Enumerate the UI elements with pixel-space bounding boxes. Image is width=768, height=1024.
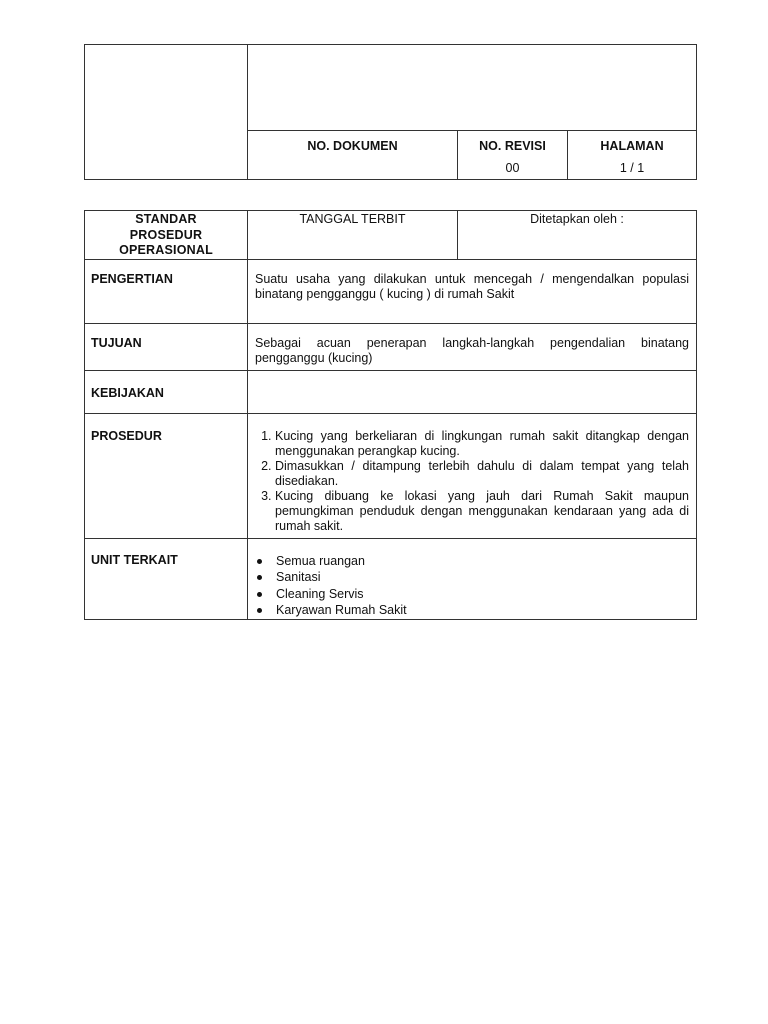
page-cell — [568, 131, 697, 180]
bullet-icon — [257, 575, 262, 580]
prosedur-steps-list — [255, 429, 689, 534]
page-label: HALAMAN — [600, 139, 664, 153]
document-title-area — [248, 45, 697, 131]
bullet-icon — [257, 608, 262, 613]
unit-terkait-content — [248, 538, 697, 619]
unit-terkait-item — [276, 553, 689, 570]
row-pengertian — [85, 259, 697, 323]
prosedur-content — [248, 413, 697, 538]
issue-date-cell — [248, 211, 458, 260]
unit-terkait-item — [276, 569, 689, 586]
sop-title-line1: STANDAR — [135, 212, 197, 226]
doc-number-label: NO. DOKUMEN — [307, 139, 398, 153]
unit-terkait-label: UNIT TERKAIT — [85, 538, 248, 619]
doc-number-value — [248, 154, 457, 164]
revision-value: 00 — [505, 161, 520, 175]
page-value: 1 / 1 — [619, 161, 645, 175]
pengertian-text: Suatu usaha yang dilakukan untuk mencegah / mengendalkan populasi binatang pengganggu ( kucing ) di rumah Sakit — [248, 259, 697, 323]
sop-title-line2: PROSEDUR — [129, 227, 203, 242]
kebijakan-text — [248, 370, 697, 413]
unit-terkait-item-text: Karyawan Rumah Sakit — [276, 603, 407, 617]
bullet-icon — [257, 559, 262, 564]
row-kebijakan — [85, 370, 697, 413]
row-tujuan — [85, 323, 697, 370]
doc-number-cell — [248, 131, 458, 180]
logo-area — [85, 45, 248, 180]
revision-label: NO. REVISI — [479, 139, 546, 153]
pengertian-label: PENGERTIAN — [85, 259, 248, 323]
tujuan-text: Sebagai acuan penerapan langkah-langkah pengendalian binatang pengganggu (kucing) — [248, 323, 697, 370]
approved-by-label: Ditetapkan oleh : — [530, 212, 624, 226]
unit-terkait-item-text: Sanitasi — [276, 570, 321, 584]
prosedur-step: 2. Dimasukkan / ditampung terlebih dahulu di dalam tempat yang telah disediakan. — [275, 459, 689, 489]
row-unit-terkait — [85, 538, 697, 619]
revision-cell — [458, 131, 568, 180]
approved-by-cell — [458, 211, 697, 260]
unit-terkait-item — [276, 586, 689, 603]
issue-date-label: TANGGAL TERBIT — [299, 212, 406, 226]
unit-terkait-item-text: Semua ruangan — [276, 553, 365, 568]
prosedur-label: PROSEDUR — [85, 413, 248, 538]
tujuan-label: TUJUAN — [85, 323, 248, 370]
document-header-table — [84, 44, 697, 180]
unit-terkait-item — [276, 602, 689, 619]
sop-title-line3: OPERASIONAL — [119, 243, 213, 257]
row-prosedur — [85, 413, 697, 538]
prosedur-step: 1. Kucing yang berkeliaran di lingkungan rumah sakit ditangkap dengan menggunakan perangkap kucing. — [275, 429, 689, 459]
kebijakan-label: KEBIJAKAN — [85, 370, 248, 413]
unit-terkait-item-text: Cleaning Servis — [276, 586, 364, 601]
sop-title-cell — [85, 211, 248, 260]
prosedur-step: 3. Kucing dibuang ke lokasi yang jauh dari Rumah Sakit maupun pemungkiman penduduk dengan menggunakan kendaraan yang ada di rumah sakit. — [275, 489, 689, 534]
unit-terkait-list — [255, 553, 689, 619]
bullet-icon — [257, 592, 262, 597]
sop-table — [84, 210, 697, 620]
